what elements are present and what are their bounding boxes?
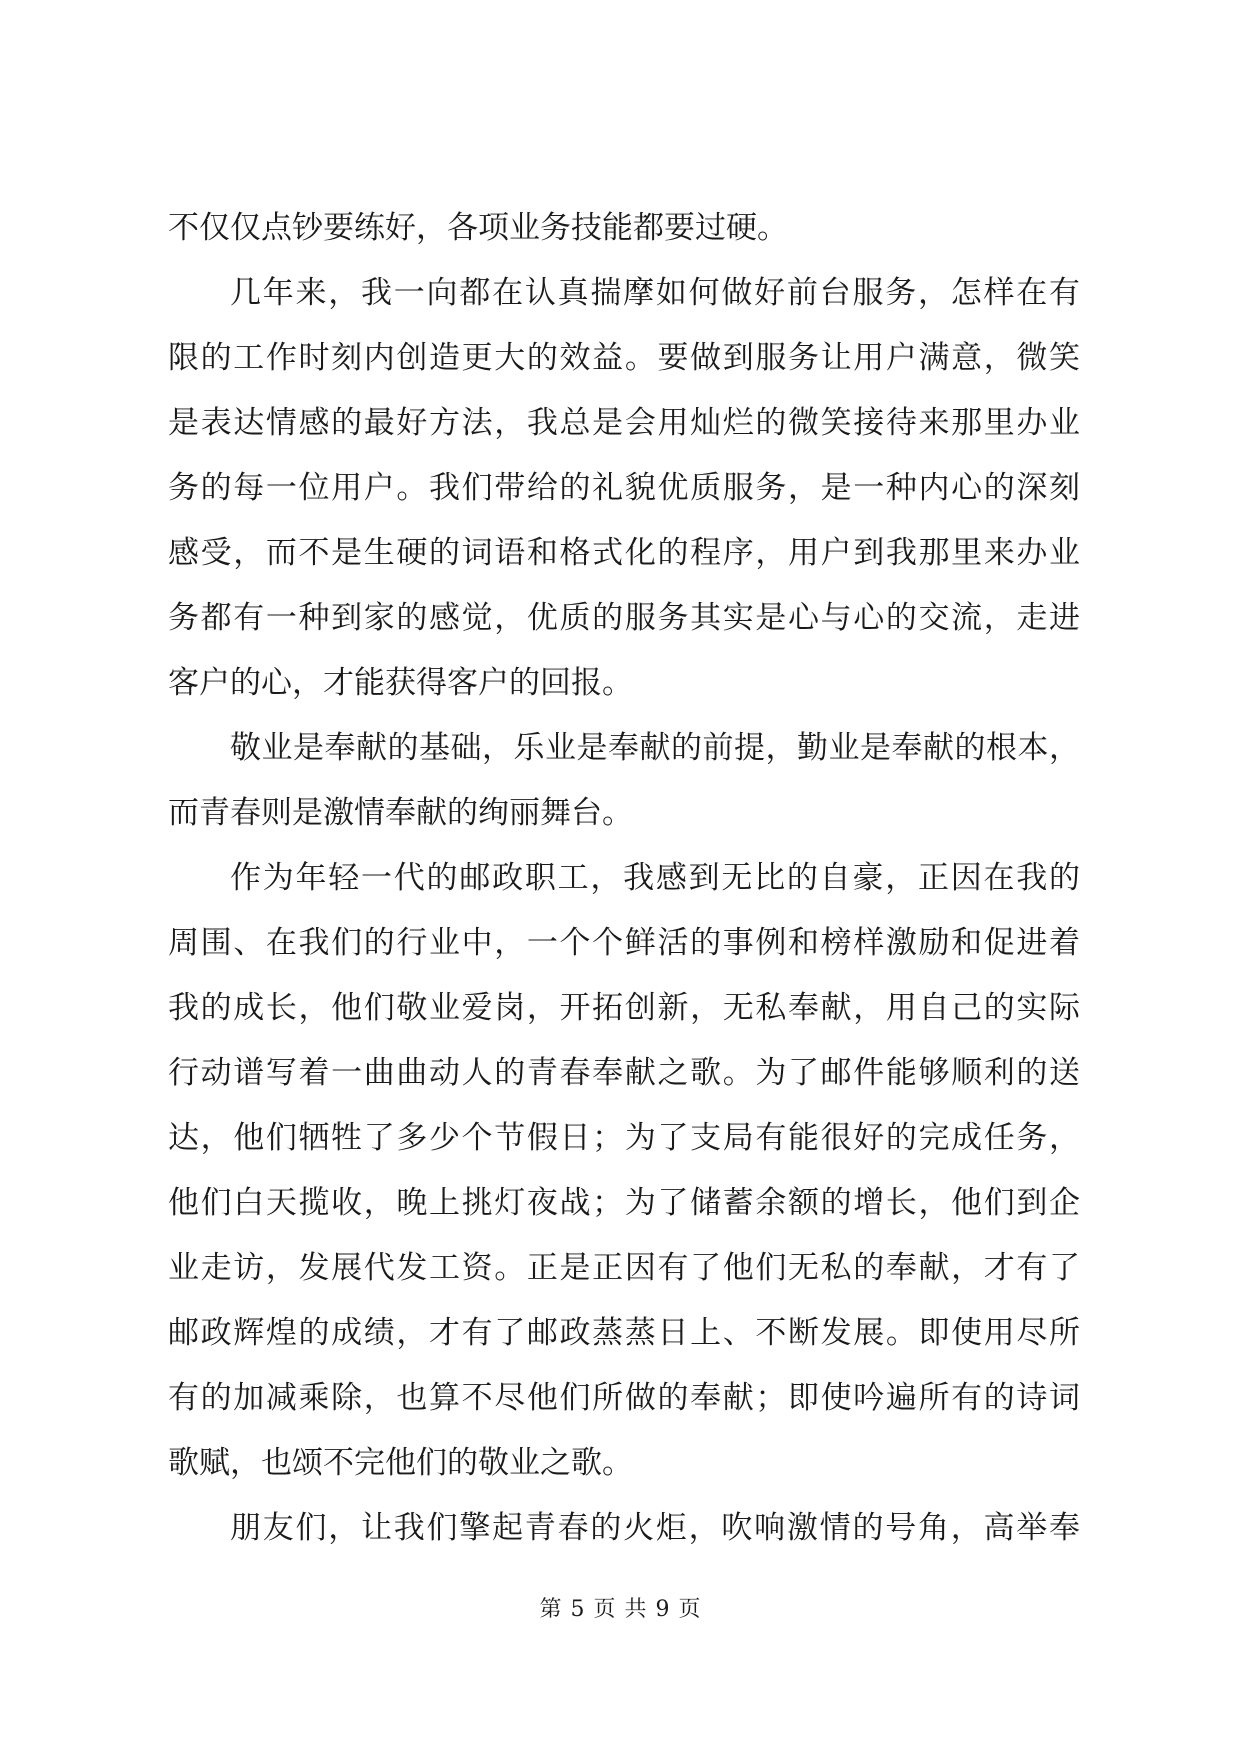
- text-line: 限的工作时刻内创造更大的效益。要做到服务让用户满意，微笑: [168, 340, 1080, 376]
- text-line: 歌赋，也颂不完他们的敬业之歌。: [168, 1445, 633, 1481]
- paragraph: [168, 261, 1080, 716]
- text-line: 朋友们，让我们擎起青春的火炬，吹响激情的号角，高举奉: [230, 1510, 1080, 1546]
- document-body: [168, 196, 1080, 1561]
- text-line: 有的加减乘除，也算不尽他们所做的奉献；即使吟遍所有的诗词: [168, 1380, 1080, 1416]
- text-line: 达，他们牺牲了多少个节假日；为了支局有能很好的完成任务，: [168, 1120, 1080, 1156]
- paragraph: [168, 846, 1080, 1496]
- paragraph: [168, 1496, 1080, 1561]
- text-line: 邮政辉煌的成绩，才有了邮政蒸蒸日上、不断发展。即使用尽所: [168, 1315, 1080, 1351]
- text-line: 不仅仅点钞要练好，各项业务技能都要过硬。: [168, 210, 788, 246]
- text-line: 作为年轻一代的邮政职工，我感到无比的自豪，正因在我的: [230, 860, 1080, 896]
- page-number-footer: 第 5 页 共 9 页: [539, 1597, 702, 1622]
- text-line: 是表达情感的最好方法，我总是会用灿烂的微笑接待来那里办业: [168, 405, 1080, 441]
- text-line: 而青春则是激情奉献的绚丽舞台。: [168, 795, 633, 831]
- text-line: 敬业是奉献的基础，乐业是奉献的前提，勤业是奉献的根本，: [230, 730, 1080, 766]
- text-line: 几年来，我一向都在认真揣摩如何做好前台服务，怎样在有: [230, 275, 1080, 311]
- text-line: 行动谱写着一曲曲动人的青春奉献之歌。为了邮件能够顺利的送: [168, 1055, 1080, 1091]
- text-line: 周围、在我们的行业中，一个个鲜活的事例和榜样激励和促进着: [168, 925, 1080, 961]
- text-line: 务都有一种到家的感觉，优质的服务其实是心与心的交流，走进: [168, 600, 1080, 636]
- text-line: 业走访，发展代发工资。正是正因有了他们无私的奉献，才有了: [168, 1250, 1080, 1286]
- text-line: 务的每一位用户。我们带给的礼貌优质服务，是一种内心的深刻: [168, 470, 1080, 506]
- paragraph: [168, 196, 1080, 261]
- paragraph: [168, 716, 1080, 846]
- text-line: 我的成长，他们敬业爱岗，开拓创新，无私奉献，用自己的实际: [168, 990, 1080, 1026]
- text-line: 他们白天揽收，晚上挑灯夜战；为了储蓄余额的增长，他们到企: [168, 1185, 1080, 1221]
- text-line: 客户的心，才能获得客户的回报。: [168, 665, 633, 701]
- text-line: 感受，而不是生硬的词语和格式化的程序，用户到我那里来办业: [168, 535, 1080, 571]
